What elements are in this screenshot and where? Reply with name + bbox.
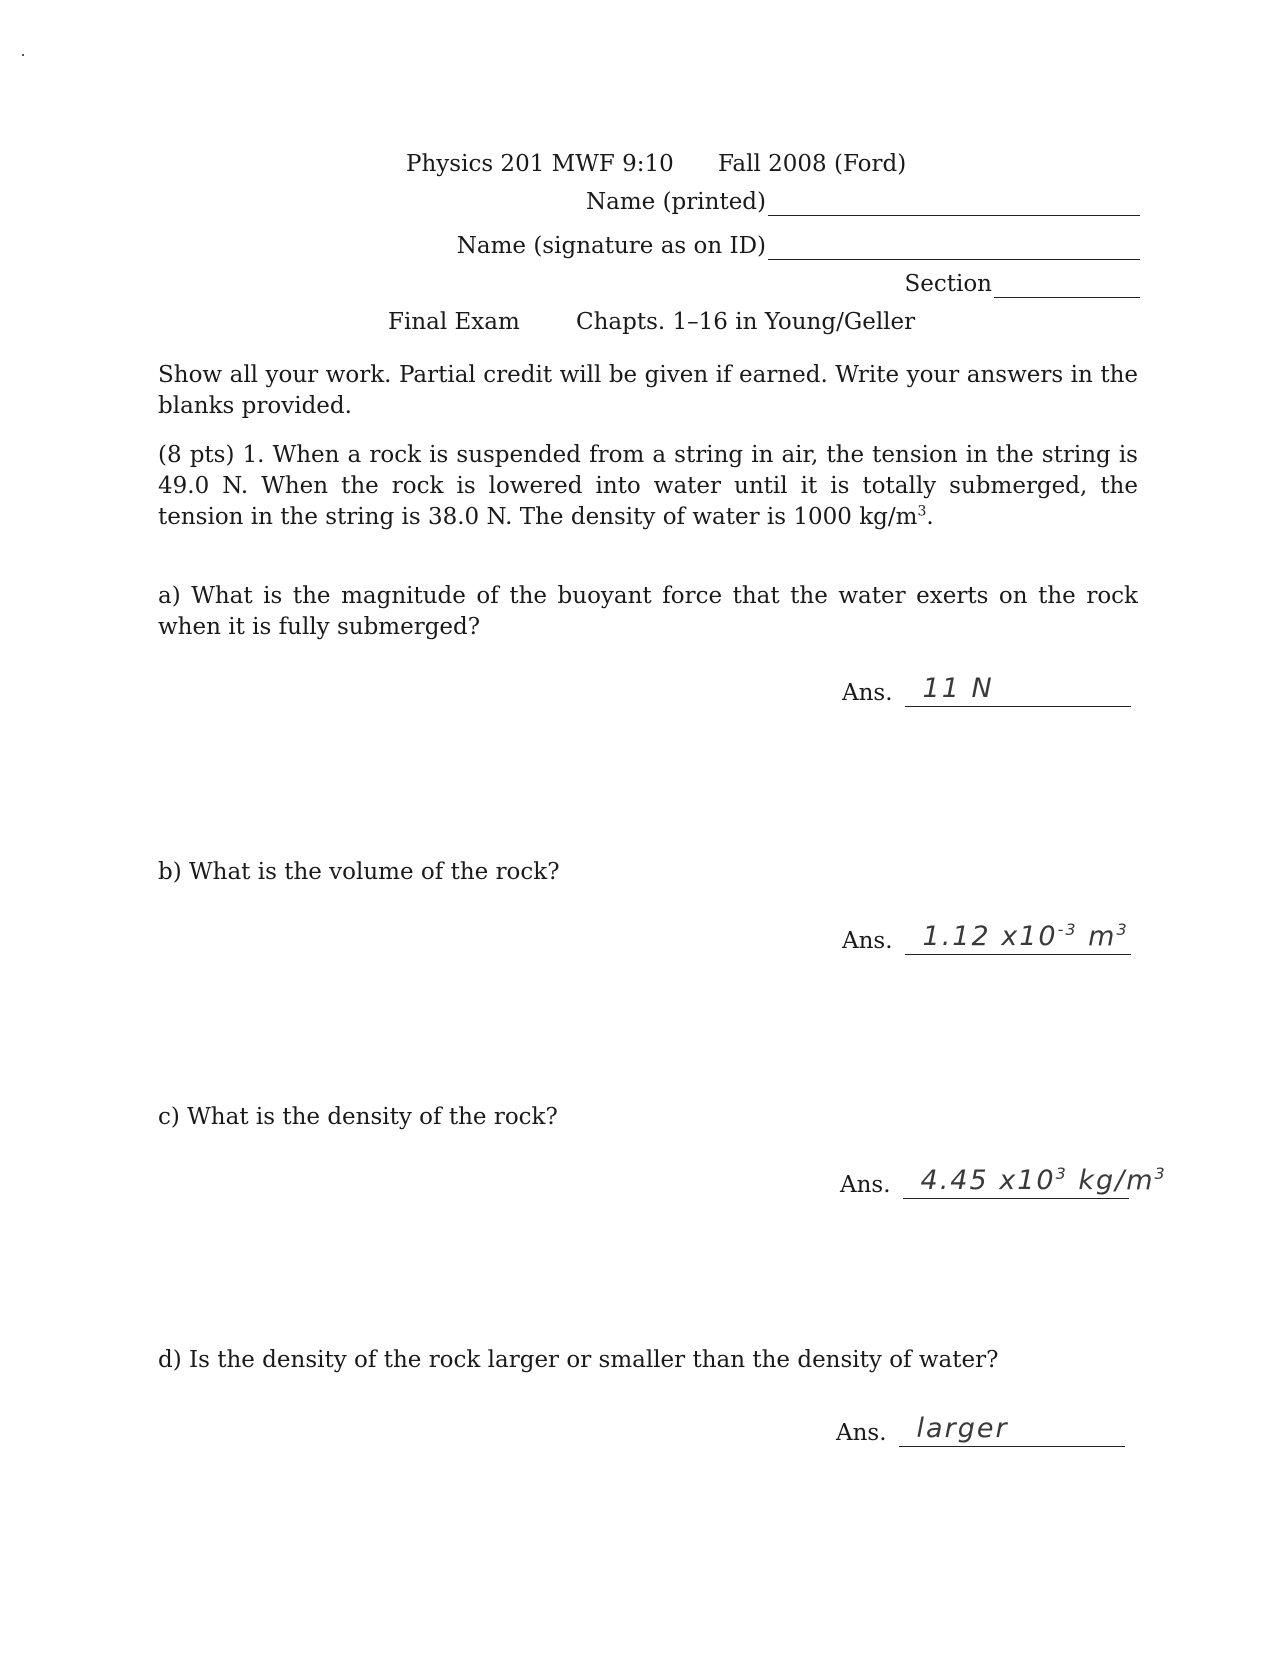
answer-b-handwritten	[923, 921, 1129, 952]
name-signature-field[interactable]	[457, 232, 1140, 260]
term-label: Fall 2008 (Ford)	[718, 151, 907, 177]
section-blank[interactable]	[994, 275, 1140, 298]
course-title: Physics 201 MWF 9:10	[406, 151, 674, 177]
answer-b-unit-exponent: 3	[1116, 920, 1129, 939]
answer-b-label: Ans.	[842, 928, 893, 954]
name-printed-label: Name (printed)	[586, 189, 766, 215]
answer-b-value: 1.12 x10	[922, 921, 1058, 952]
answer-c-row	[840, 1164, 1167, 1199]
answer-a-handwritten: 11 N	[922, 673, 994, 704]
scan-speck	[22, 54, 24, 56]
problem-statement	[158, 440, 1138, 533]
question-c: c) What is the density of the rock?	[158, 1104, 558, 1130]
section-label: Section	[904, 271, 992, 297]
chapters-label: Chapts. 1–16 in Young/Geller	[576, 309, 916, 335]
answer-a-blank[interactable]	[905, 673, 1131, 707]
name-printed-field[interactable]	[586, 188, 1140, 216]
problem-text-end: .	[926, 504, 934, 530]
question-b: b) What is the volume of the rock?	[158, 859, 560, 885]
answer-c-exponent: 3	[1055, 1164, 1068, 1183]
answer-b-unit: m	[1077, 921, 1117, 952]
name-signature-blank[interactable]	[768, 237, 1140, 260]
answer-c-label: Ans.	[840, 1172, 891, 1198]
instructions: Show all your work. Partial credit will be given if earned. Write your answers in the blanks provided.	[158, 362, 1138, 419]
answer-c-unit: kg/m	[1067, 1165, 1155, 1196]
name-signature-label: Name (signature as on ID)	[456, 233, 766, 259]
answer-a-label: Ans.	[842, 680, 893, 706]
question-d: d) Is the density of the rock larger or smaller than the density of water?	[158, 1347, 999, 1373]
problem-text: (8 pts) 1. When a rock is suspended from a string in air, the tension in the string is 49.0 N. When the rock is lowered into water until it is totally submerged, the tension in the string is 38.0 N. The density of water is 1000 kg/m	[158, 442, 1138, 530]
answer-b-blank[interactable]	[905, 920, 1131, 955]
answer-d-label: Ans.	[836, 1420, 887, 1446]
problem-exponent: 3	[917, 503, 927, 520]
answer-a-row	[842, 673, 1131, 707]
answer-d-blank[interactable]	[899, 1413, 1125, 1447]
name-printed-blank[interactable]	[768, 193, 1140, 216]
answer-c-blank[interactable]	[903, 1164, 1167, 1199]
answer-c-value: 4.45 x10	[920, 1165, 1056, 1196]
question-a: a) What is the magnitude of the buoyant force that the water exerts on the rock when it is fully submerged?	[158, 583, 1138, 640]
exam-title: Final Exam	[388, 309, 520, 335]
answer-b-exponent: -3	[1057, 920, 1078, 939]
answer-d-handwritten: larger	[916, 1413, 1009, 1444]
answer-d-row	[836, 1413, 1125, 1447]
section-field[interactable]	[904, 270, 1140, 298]
answer-c-unit-exponent: 3	[1154, 1164, 1167, 1183]
answer-b-row	[842, 920, 1131, 955]
answer-c-handwritten	[921, 1165, 1167, 1196]
